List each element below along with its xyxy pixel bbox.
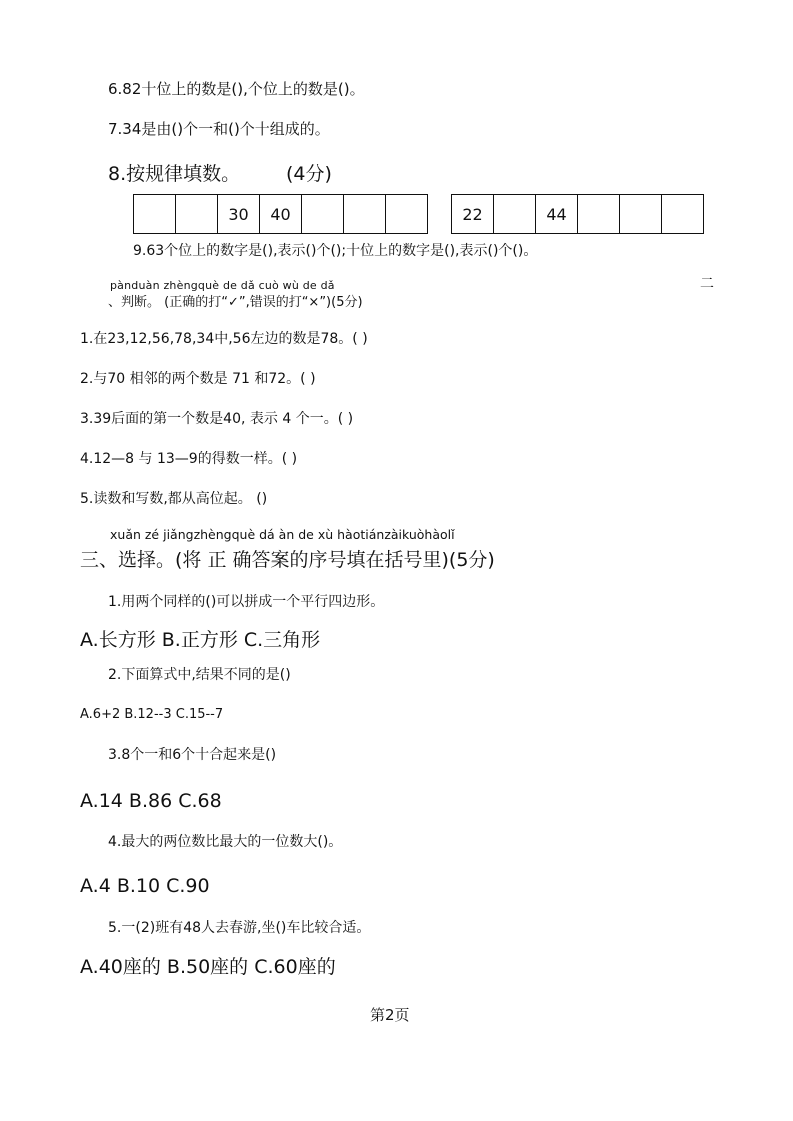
sequence-grid-2 <box>451 194 704 234</box>
seq1-cell[interactable] <box>302 195 344 233</box>
seq2-cell[interactable] <box>494 195 536 233</box>
seq2-cell[interactable] <box>578 195 620 233</box>
seq1-cell[interactable] <box>386 195 427 233</box>
choice-3-options: A.14 B.86 C.68 <box>80 790 222 812</box>
choice-2-question: 2.下面算式中,结果不同的是() <box>108 667 291 683</box>
choice-1-options: A.长方形 B.正方形 C.三角形 <box>80 629 321 651</box>
page-number: 第2页 <box>370 1006 410 1024</box>
choice-5-options: A.40座的 B.50座的 C.60座的 <box>80 956 336 978</box>
seq1-cell[interactable] <box>176 195 218 233</box>
judge-item-3: 3.39后面的第一个数是40, 表示 4 个一。( ) <box>80 411 354 427</box>
seq2-cell: 22 <box>452 195 494 233</box>
section-3-title: 三、选择。(将 正 确答案的序号填在括号里)(5分) <box>80 549 495 571</box>
question-6: 6.82十位上的数是(),个位上的数是()。 <box>108 80 365 98</box>
judge-item-2: 2.与70 相邻的两个数是 71 和72。( ) <box>80 371 316 387</box>
sequence-grid-1 <box>133 194 428 234</box>
section-2-number: 二 <box>700 276 714 292</box>
seq1-cell[interactable] <box>134 195 176 233</box>
section-3-pinyin: xuǎn zé jiǎngzhèngquè dá àn de xù hàotiánzàikuòhàolǐ <box>110 527 455 542</box>
section-2-title: 、判断。 (正确的打“✓”,错误的打“×”)(5分) <box>108 295 363 310</box>
judge-item-1: 1.在23,12,56,78,34中,56左边的数是78。( ) <box>80 331 368 347</box>
seq2-cell[interactable] <box>662 195 703 233</box>
question-7: 7.34是由()个一和()个十组成的。 <box>108 120 330 138</box>
seq2-cell[interactable] <box>620 195 662 233</box>
choice-2-options: A.6+2 B.12--3 C.15--7 <box>80 707 224 722</box>
choice-3-question: 3.8个一和6个十合起来是() <box>108 747 277 763</box>
choice-1-question: 1.用两个同样的()可以拼成一个平行四边形。 <box>108 594 385 610</box>
question-8-score: (4分) <box>286 163 332 185</box>
question-9: 9.63个位上的数字是(),表示()个();十位上的数字是(),表示()个()。 <box>133 243 538 259</box>
seq1-cell: 40 <box>260 195 302 233</box>
judge-item-5: 5.读数和写数,都从高位起。 () <box>80 491 268 507</box>
choice-4-options: A.4 B.10 C.90 <box>80 875 210 897</box>
choice-5-question: 5.一(2)班有48人去春游,坐()车比较合适。 <box>108 920 371 936</box>
choice-4-question: 4.最大的两位数比最大的一位数大()。 <box>108 834 343 850</box>
section-2-pinyin: pànduàn zhèngquè de dǎ cuò wù de dǎ <box>110 279 335 292</box>
judge-item-4: 4.12—8 与 13—9的得数一样。( ) <box>80 451 298 467</box>
seq2-cell: 44 <box>536 195 578 233</box>
seq1-cell: 30 <box>218 195 260 233</box>
question-8-title: 8.按规律填数。 <box>108 163 241 185</box>
seq1-cell[interactable] <box>344 195 386 233</box>
